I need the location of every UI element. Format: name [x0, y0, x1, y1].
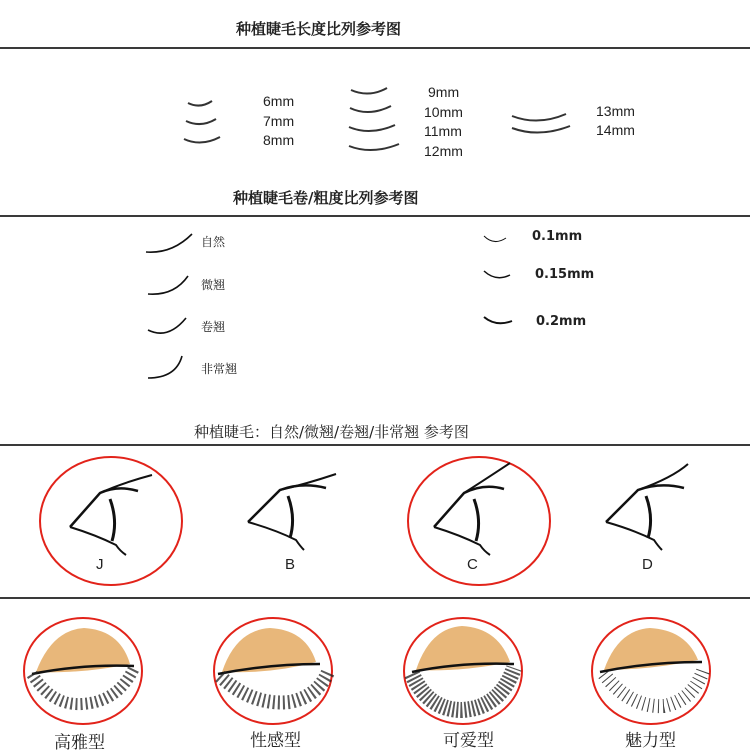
divider-4 — [0, 597, 750, 599]
length-label-8mm: 8mm — [263, 132, 295, 148]
curl-very-lash — [146, 354, 206, 384]
length-lashes-group2 — [345, 82, 415, 162]
length-label-11mm: 11mm — [424, 123, 462, 139]
curl-type-j-label: J — [96, 556, 104, 573]
style-elegant-circle — [22, 616, 144, 726]
lash-9mm — [351, 88, 387, 94]
length-label-9mm: 9mm — [428, 84, 460, 100]
length-title: 种植睫毛长度比列参考图 — [236, 20, 402, 38]
curl-label-curled: 卷翘 — [201, 320, 226, 334]
divider-2 — [0, 215, 750, 217]
length-label-13mm: 13mm — [596, 103, 635, 119]
style-charm-label: 魅力型 — [625, 731, 676, 751]
style-sexy-circle — [212, 616, 334, 726]
curl-label-slight: 微翘 — [201, 278, 226, 292]
lash-12mm — [349, 144, 399, 150]
thickness-label-02: 0.2mm — [536, 314, 587, 329]
curl-curled-lash — [146, 314, 206, 344]
length-label-6mm: 6mm — [263, 93, 295, 109]
length-lashes-group3 — [508, 110, 578, 150]
curl-type-c-circle — [406, 455, 552, 591]
divider-3 — [0, 444, 750, 446]
length-label-10mm: 10mm — [424, 104, 463, 120]
length-lashes-group1 — [180, 95, 240, 155]
thickness-label-01: 0.1mm — [532, 229, 583, 244]
curl-type-b-eye — [240, 462, 350, 562]
curl-label-natural: 自然 — [201, 235, 226, 249]
style-cute-circle — [402, 616, 524, 726]
lash-7mm — [186, 119, 216, 124]
divider-1 — [0, 47, 750, 49]
style-sexy-label: 性感型 — [250, 731, 301, 751]
length-label-14mm: 14mm — [596, 122, 635, 138]
thickness-02-lash — [482, 313, 522, 333]
shape-title: 种植睫毛：自然/微翘/卷翘/非常翘 参考图 — [194, 423, 469, 441]
eye-outline — [70, 488, 138, 527]
thickness-015-lash — [482, 267, 522, 287]
length-label-7mm: 7mm — [263, 113, 295, 129]
style-cute-label: 可爱型 — [443, 731, 494, 751]
lash-8mm — [184, 137, 220, 143]
lash-11mm — [349, 125, 395, 131]
curl-type-d-eye — [600, 460, 710, 560]
style-elegant-label: 高雅型 — [54, 733, 105, 753]
curl-title: 种植睫毛卷/粗度比列参考图 — [233, 189, 419, 207]
thickness-label-015: 0.15mm — [535, 267, 595, 282]
style-charm-circle — [590, 616, 712, 726]
curl-type-c-label: C — [467, 556, 478, 573]
thickness-01-lash — [482, 232, 522, 252]
curl-type-b-label: B — [285, 556, 296, 573]
lash-10mm — [350, 106, 391, 112]
curl-type-d-label: D — [642, 556, 653, 573]
length-label-12mm: 12mm — [424, 143, 463, 159]
lash-13mm — [512, 114, 566, 121]
curl-label-very: 非常翘 — [201, 362, 238, 376]
curl-natural-lash — [142, 232, 202, 262]
curl-slight-lash — [146, 272, 206, 302]
curl-type-j-circle — [38, 455, 184, 591]
lash-6mm — [188, 101, 212, 106]
lash-14mm — [512, 126, 570, 133]
